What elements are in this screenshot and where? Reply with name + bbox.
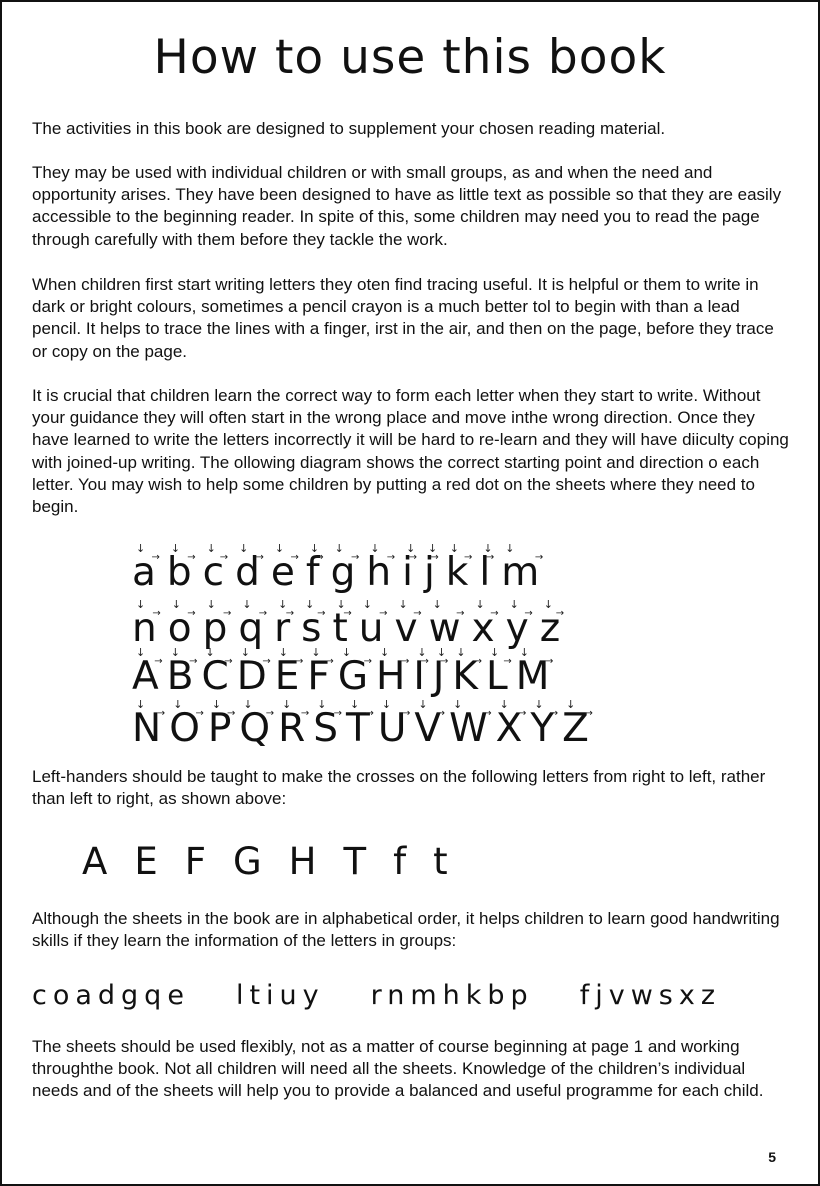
left-handers-paragraph: Left-handers should be taught to make the crosses on the following letters from right to left, rather than left to right, as shown above: xyxy=(32,767,766,809)
letter-r: ↓ r → xyxy=(274,606,290,651)
letter-group: fjvwsxz xyxy=(579,980,721,1011)
letter-g: ↓ g → xyxy=(331,550,356,595)
letter-C: ↓ C → xyxy=(201,654,228,699)
letter-J: ↓ J → xyxy=(433,654,445,699)
letter-H: ↓ H → xyxy=(376,654,405,699)
letter-group: rnmhkbp xyxy=(370,980,534,1011)
page-number: 5 xyxy=(768,1149,776,1165)
letter-W: ↓ W → xyxy=(449,706,488,751)
letter-A: ↓ A → xyxy=(132,654,159,699)
letter-j: ↓ j → xyxy=(424,550,435,595)
letter-i: ↓ i → xyxy=(402,550,413,595)
usage-paragraph: They may be used with individual children or with small groups, as and when the need and opportunity arises. They have been designed to have as little text as possible so that they are easily accessible to the beginning reader. In spite of this, some children may need you to read the page through carefully with them before they tackle the work. xyxy=(32,163,782,249)
letter-m: ↓ m → xyxy=(501,550,539,595)
letter-p: ↓ p → xyxy=(203,606,228,651)
letter-S: ↓ S → xyxy=(313,706,338,751)
letter-v: ↓ v → xyxy=(395,606,418,651)
letter-T: ↓ T → xyxy=(346,706,370,751)
letter-X: ↓ X → xyxy=(496,706,523,751)
letter-L: ↓ L → xyxy=(486,654,508,699)
intro-paragraph: The activities in this book are designed to supplement your chosen reading material. xyxy=(32,119,666,138)
letter-l: ↓ l → xyxy=(479,550,490,595)
letter-o: ↓ o → xyxy=(168,606,192,651)
letter-K: ↓ K → xyxy=(452,654,478,699)
letter-k: ↓ k → xyxy=(446,550,469,595)
letter-h: ↓ h → xyxy=(366,550,391,595)
letter-e: ↓ e → xyxy=(271,550,295,595)
letter-I: ↓ I → xyxy=(413,654,425,699)
letter-group: coadgqe xyxy=(32,980,190,1011)
letter-d: ↓ d → xyxy=(235,550,260,595)
letter-u: ↓ u → xyxy=(359,606,384,651)
cross-letter: H xyxy=(288,840,317,883)
letter-U: ↓ U → xyxy=(378,706,407,751)
letter-n: ↓ n → xyxy=(132,606,157,651)
letter-w: ↓ w → xyxy=(429,606,461,651)
letter-B: ↓ B → xyxy=(167,654,194,699)
letter-a: ↓ a → xyxy=(132,550,156,595)
letter-group: ltiuy xyxy=(235,980,325,1011)
letter-s: ↓ s → xyxy=(301,606,321,651)
letter-N: ↓ N → xyxy=(132,706,161,751)
letter-t: ↓ t → xyxy=(333,606,348,651)
cross-letter: t xyxy=(433,840,448,883)
cross-letter: G xyxy=(233,840,262,883)
groups-intro-paragraph: Although the sheets in the book are in alphabetical order, it helps children to learn good handwriting skills if they learn the information of the letters in groups: xyxy=(32,909,780,951)
letter-z: ↓ z → xyxy=(540,606,560,651)
letter-q: ↓ q → xyxy=(238,606,263,651)
tracing-paragraph: When children first start writing letters they oten find tracing useful. It is helpful or them to write in dark or bright colours, sometimes a pencil crayon is a much better tol to begin with than a lead pencil. It helps to trace the lines with a finger, irst in the air, and then on the page, before they trace or copy on the page. xyxy=(32,275,774,361)
letter-P: ↓ P → xyxy=(208,706,232,751)
formation-paragraph: It is crucial that children learn the correct way to form each letter when they start to write. Without your guidance they will often start in the wrong place and move inthe wrong direction. Once they have learned to write the letters incorrectly it will be hard to re-learn and they will have diiculty coping with joined-up writing. The ollowing diagram shows the correct starting point and direction o each letter. You may wish to help some children by putting a red dot on the sheets where they need to begin. xyxy=(32,386,789,517)
page-title: How to use this book xyxy=(153,30,667,85)
letter-y: ↓ y → xyxy=(506,606,529,651)
letter-M: ↓ M → xyxy=(516,654,550,699)
flexible-use-paragraph: The sheets should be used flexibly, not as a matter of course beginning at page 1 and working throughthe book. Not all children will need all the sheets. Knowledge of the children’s individual needs and of the sheets will help you to provide a balanced and useful programme for each child. xyxy=(32,1037,764,1101)
cross-letter: T xyxy=(343,840,367,883)
letter-G: ↓ G → xyxy=(338,654,368,699)
lowercase-row-n-z xyxy=(132,606,571,651)
letter-c: ↓ c → xyxy=(203,550,224,595)
lowercase-row-a-m xyxy=(132,550,550,595)
uppercase-row-n-z xyxy=(132,706,597,751)
letter-Z: ↓ Z → xyxy=(562,706,589,751)
letter-Q: ↓ Q → xyxy=(239,706,270,751)
cross-letter: f xyxy=(393,840,407,883)
letter-Y: ↓ Y → xyxy=(530,706,554,751)
letter-R: ↓ R → xyxy=(278,706,305,751)
cross-letter: F xyxy=(184,840,206,883)
letter-f: ↓ f → xyxy=(306,550,320,595)
uppercase-row-a-m xyxy=(132,654,557,699)
letter-O: ↓ O → xyxy=(169,706,200,751)
letter-groups-row xyxy=(32,980,767,1011)
cross-letter: E xyxy=(134,840,158,883)
letter-F: ↓ F → xyxy=(307,654,329,699)
letter-V: ↓ V → xyxy=(414,706,441,751)
cross-letter: A xyxy=(82,840,108,883)
letter-D: ↓ D → xyxy=(237,654,267,699)
letter-b: ↓ b → xyxy=(167,550,192,595)
cross-letters-row xyxy=(82,840,475,883)
letter-E: ↓ E → xyxy=(275,654,300,699)
letter-x: ↓ x → xyxy=(472,606,495,651)
